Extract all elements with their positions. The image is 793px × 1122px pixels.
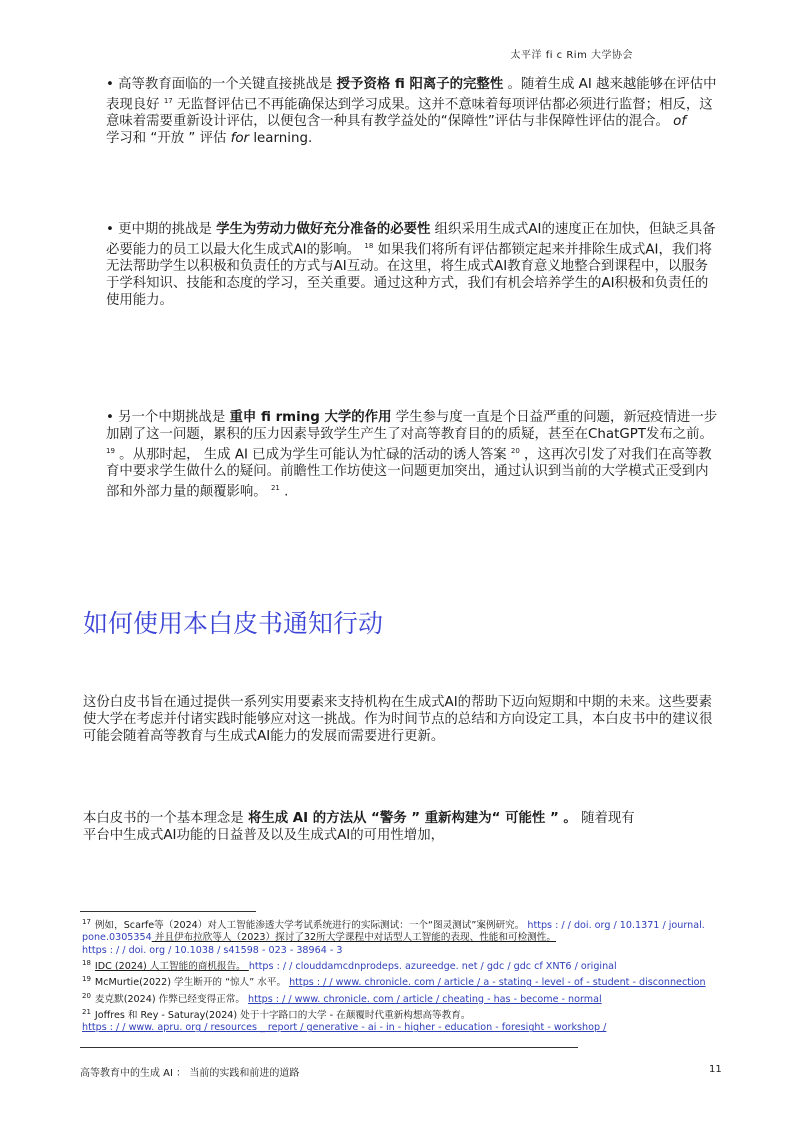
- footnote-number: 19: [82, 975, 91, 984]
- bullet-bold-phrase: 学生为劳动力做好充分准备的必要性: [216, 222, 431, 237]
- bullet-text: 。随着生成 AI 越来越能够在评估中表现良好: [106, 77, 717, 113]
- footnote-text: McMurtie(2022) 学生断开的 “惊人” 水平。: [94, 977, 290, 989]
- body-text: 本白皮书的一个基本理念是: [83, 811, 248, 826]
- footnote-link[interactable]: https : / / doi. org / 10.1038 / s41598 - 023 - 38964 - 3: [82, 944, 343, 956]
- bullet-text: 学生参与度一直是个日益严重的问题，新冠疫情进一步加剧了这一问题，累积的压力因素导致学生产生了对高等教育目的的质疑，甚至在ChatGPT发布之前。: [106, 410, 718, 442]
- bullet-text: 如果我们将所有评估都锁定起来并排除生成式AI，我们将无法帮助学生以积极和负责任的方式与AI互动。在这里，将生成式AI教育意义地整合到课程中，以服务于学科知识、技能和态度的学习，至关重要。通过这种方式，我们有机会培养学生的AI积极和负责任的使用能力。: [106, 242, 713, 309]
- bullet-text: learning.: [249, 131, 313, 147]
- footer-title: 高等教育中的生成 AI ： 当前的实践和前进的道路: [80, 1068, 300, 1079]
- footnote-20: [82, 990, 712, 1006]
- body-text: 平台中生成式AI功能的日益普及以及生成式AI的可用性增加，: [83, 828, 444, 843]
- bullet-text: 无监督评估已不再能确保达到学习成果。这并不意味着每项评估都必须进行监督；相反，这意味着需要重新设计评估，以便包含一种具有教学益处的“保障性”评估与非保障性评估的混合。: [106, 97, 713, 130]
- footer-divider: [80, 1047, 578, 1048]
- footnotes: [82, 916, 712, 1035]
- bullet-text: 组织采用生成式AI的速度正在加快，但缺乏具备必要能力的员工以最大化生成式AI的影响。: [106, 222, 716, 258]
- bullet-text: .: [279, 484, 289, 500]
- footnote-19: [82, 973, 712, 989]
- bullet-bold-phrase: 重申 fi rming 大学的作用: [229, 410, 392, 425]
- bullet-text: ，这再次引发了对我们在高等教育中要求学生做什么的疑问。前瞻性工作坊使这一问题更加突出，通过认识到当前的大学模式正受到内部和外部力量的颠覆影响。: [106, 447, 712, 500]
- bullet-assessment-integrity: [106, 76, 718, 147]
- bullet-lead: • 高等教育面临的一个关键直接挑战是: [106, 77, 337, 92]
- page-number: 11: [709, 1064, 722, 1075]
- footnote-link[interactable]: https : / / www. chronicle. com / article / a - stating - level - of - student - disconnection: [289, 977, 706, 989]
- footnote-divider: [80, 911, 256, 912]
- footnote-number: 18: [82, 958, 91, 967]
- footnote-ref-18[interactable]: 18: [364, 242, 374, 250]
- footnote-text: 麦克默(2024) 作弊已经变得正常。: [94, 993, 249, 1005]
- footnote-ref-20[interactable]: 20: [510, 447, 520, 455]
- section-heading: 如何使用本白皮书通知行动: [83, 609, 384, 638]
- footnote-21: [82, 1006, 712, 1035]
- footnote-number: 21: [82, 1007, 91, 1016]
- header-organization: 太平洋 fi c Rim 大学协会: [510, 50, 633, 61]
- footnote-text: IDC (2024) 人工智能的商机报告。: [94, 960, 249, 972]
- bullet-text: 学习和 “开放 ” 评估: [106, 131, 231, 147]
- footnote-link[interactable]: https : / / doi. org / 10.1371 / journal. pone.0305354: [82, 920, 705, 944]
- footnote-ref-17[interactable]: 17: [163, 97, 173, 105]
- bullet-university-role: [106, 409, 718, 501]
- footnote-link[interactable]: https : / / www. apru. org / resources _ report / generative - ai - in - higher - education - foresight - workshop /: [82, 1022, 607, 1034]
- footnote-ref-21[interactable]: 21: [270, 484, 280, 493]
- body-paragraph-2: [83, 810, 723, 844]
- footnote-18: [82, 957, 712, 973]
- bullet-workforce-preparation: [106, 221, 718, 309]
- footnote-ref-19[interactable]: 19: [106, 447, 115, 455]
- footnote-number: 17: [82, 918, 91, 926]
- italic-word: of: [673, 114, 687, 130]
- footnote-text: 并且伊布拉欣等人（2023）探讨了32所大学课程中对话型人工智能的表现、性能和可检测性。: [151, 932, 556, 944]
- footnote-link[interactable]: https : / / clouddamcdnprodeps. azureedge. net / gdc / gdc cf XNT6 / original: [248, 960, 617, 972]
- body-paragraph-1: 这份白皮书旨在通过提供一系列实用要素来支持机构在生成式AI的帮助下迈向短期和中期的未来。这些要素使大学在考虑并付诸实践时能够应对这一挑战。作为时间节点的总结和方向设定工具，本白皮书中的建议很可能会随着高等教育与生成式AI能力的发展而需要进行更新。: [83, 695, 713, 744]
- body-text: 随着现有: [576, 811, 635, 826]
- bullet-lead: • 另一个中期挑战是: [106, 410, 230, 425]
- footnote-link[interactable]: https : / / www. chronicle. com / article / cheating - has - become - normal: [248, 993, 602, 1005]
- italic-word: for: [230, 131, 250, 147]
- bullet-text: 。从那时起， 生成 AI 已成为学生可能认为忙碌的活动的诱人答案: [114, 447, 511, 463]
- footnote-number: 20: [82, 991, 91, 1000]
- footnote-text: 例如，Scarfe等（2024）对人工智能渗透大学考试系统进行的实际测试：一个“图灵测试”案例研究。: [94, 920, 528, 932]
- body-bold-phrase: 将生成 AI 的方法从 “警务 ” 重新构建为“ 可能性 ” 。: [247, 811, 577, 826]
- bullet-bold-phrase: 授予资格 fi 阳离子的完整性: [336, 77, 504, 92]
- footnote-17: [82, 916, 712, 957]
- footnote-text: Joffres 和 Rey - Saturay(2024) 处于十字路口的大学 - 在颠覆时代重新构想高等教育。: [94, 1010, 471, 1022]
- bullet-lead: • 更中期的挑战是: [106, 222, 217, 237]
